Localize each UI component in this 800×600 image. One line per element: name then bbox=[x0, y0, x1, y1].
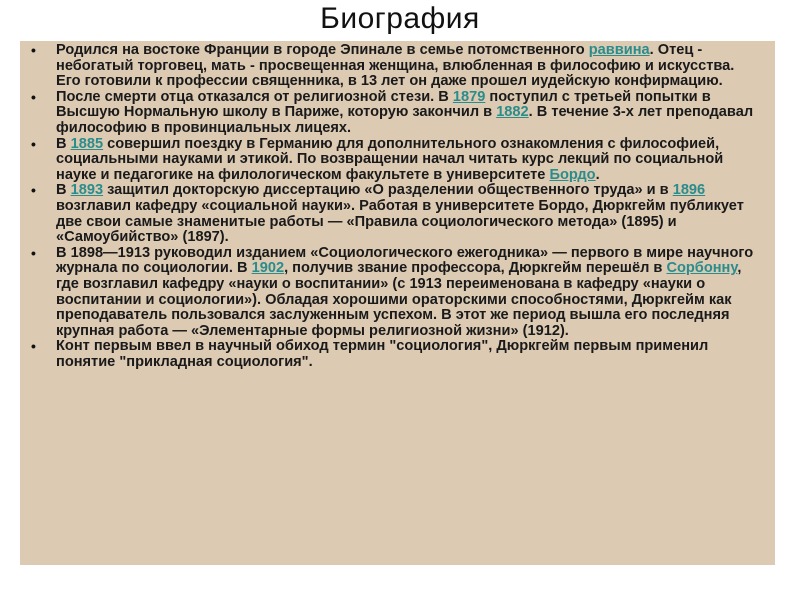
list-item bbox=[31, 135, 759, 184]
paragraph-text: . bbox=[595, 166, 600, 183]
paragraph-text: , где возглавил кафедру «науки о воспитании» (с 1913 переименована в кафедру «науки о воспитании и социологии»). Обладая хорошими ораторскими способностями, Дюркгейм как преподаватель пользовался заслуженным успехом. В этот же период вышла его последняя крупная работа — «Элементарные формы религиозной жизни» (1912). bbox=[56, 260, 742, 339]
paragraph-text: После смерти отца отказался от религиозной стези. В bbox=[56, 88, 453, 105]
biography-list bbox=[31, 42, 759, 370]
slide-title: Биография bbox=[320, 2, 480, 35]
list-item bbox=[31, 88, 759, 137]
paragraph-text: , получив звание профессора, Дюркгейм перешёл в bbox=[284, 260, 667, 277]
list-item bbox=[31, 42, 759, 90]
list-item bbox=[31, 244, 759, 340]
paragraph-text: . В течение 3-х лет преподавал философию в провинциальных лицеях. bbox=[56, 104, 754, 136]
inline-link[interactable]: 1893 bbox=[70, 182, 104, 199]
paragraph-text: В bbox=[56, 135, 71, 152]
bullet-icon: • bbox=[31, 244, 36, 261]
inline-link[interactable]: 1896 bbox=[672, 182, 706, 199]
bullet-icon: • bbox=[31, 88, 36, 105]
bullet-icon: • bbox=[31, 135, 36, 152]
list-item bbox=[31, 182, 759, 246]
paragraph-text: В bbox=[56, 182, 71, 199]
inline-link[interactable]: раввина bbox=[588, 42, 650, 58]
paragraph-text: В 1898—1913 руководил изданием «Социологического ежегодника» — первого в мире научного журнала по социологии. В bbox=[56, 244, 754, 277]
inline-link[interactable]: Сорбонну bbox=[666, 260, 738, 277]
paragraph-text: Конт первым ввел в научный обиход термин "социология", Дюркгейм первым применил понятие "прикладная социология". bbox=[56, 338, 709, 370]
paragraph-text: поступил с третьей попытки в Высшую Нормальную школу в Париже, которую закончил в bbox=[56, 88, 711, 121]
paragraph-text: Родился на востоке Франции в городе Эпинале в семье потомственного bbox=[56, 42, 589, 58]
paragraph-text: возглавил кафедру «социальной науки». Работая в университете Бордо, Дюркгейм публикует две свои самые знаменитые работы — «Правила социологического метода» (1895) и «Самоубийство» (1897). bbox=[56, 197, 744, 246]
inline-link[interactable]: 1902 bbox=[251, 260, 285, 277]
bullet-icon: • bbox=[31, 182, 36, 199]
paragraph-text: . Отец - небогатый торговец, мать - просвещенная женщина, влюбленная в философию и искусства. Его готовили к профессии священника, в 13 лет он даже прошел иудейскую конфирмацию. bbox=[56, 42, 735, 90]
inline-link[interactable]: Бордо bbox=[549, 166, 596, 183]
bullet-icon: • bbox=[31, 338, 36, 355]
inline-link[interactable]: 1879 bbox=[452, 88, 486, 105]
paragraph-text: совершил поездку в Германию для дополнительного ознакомления с философией, социальными науками и этикой. По возвращении начал читать курс лекций по социальной науке и педагогике на филологическом факультете в университете bbox=[56, 135, 724, 183]
paragraph-text: защитил докторскую диссертацию «О разделении общественного труда» и в bbox=[103, 182, 673, 199]
inline-link[interactable]: 1885 bbox=[70, 135, 104, 152]
list-item bbox=[31, 338, 759, 370]
content-panel bbox=[20, 41, 775, 565]
bullet-icon: • bbox=[31, 42, 36, 58]
inline-link[interactable]: 1882 bbox=[496, 104, 529, 121]
